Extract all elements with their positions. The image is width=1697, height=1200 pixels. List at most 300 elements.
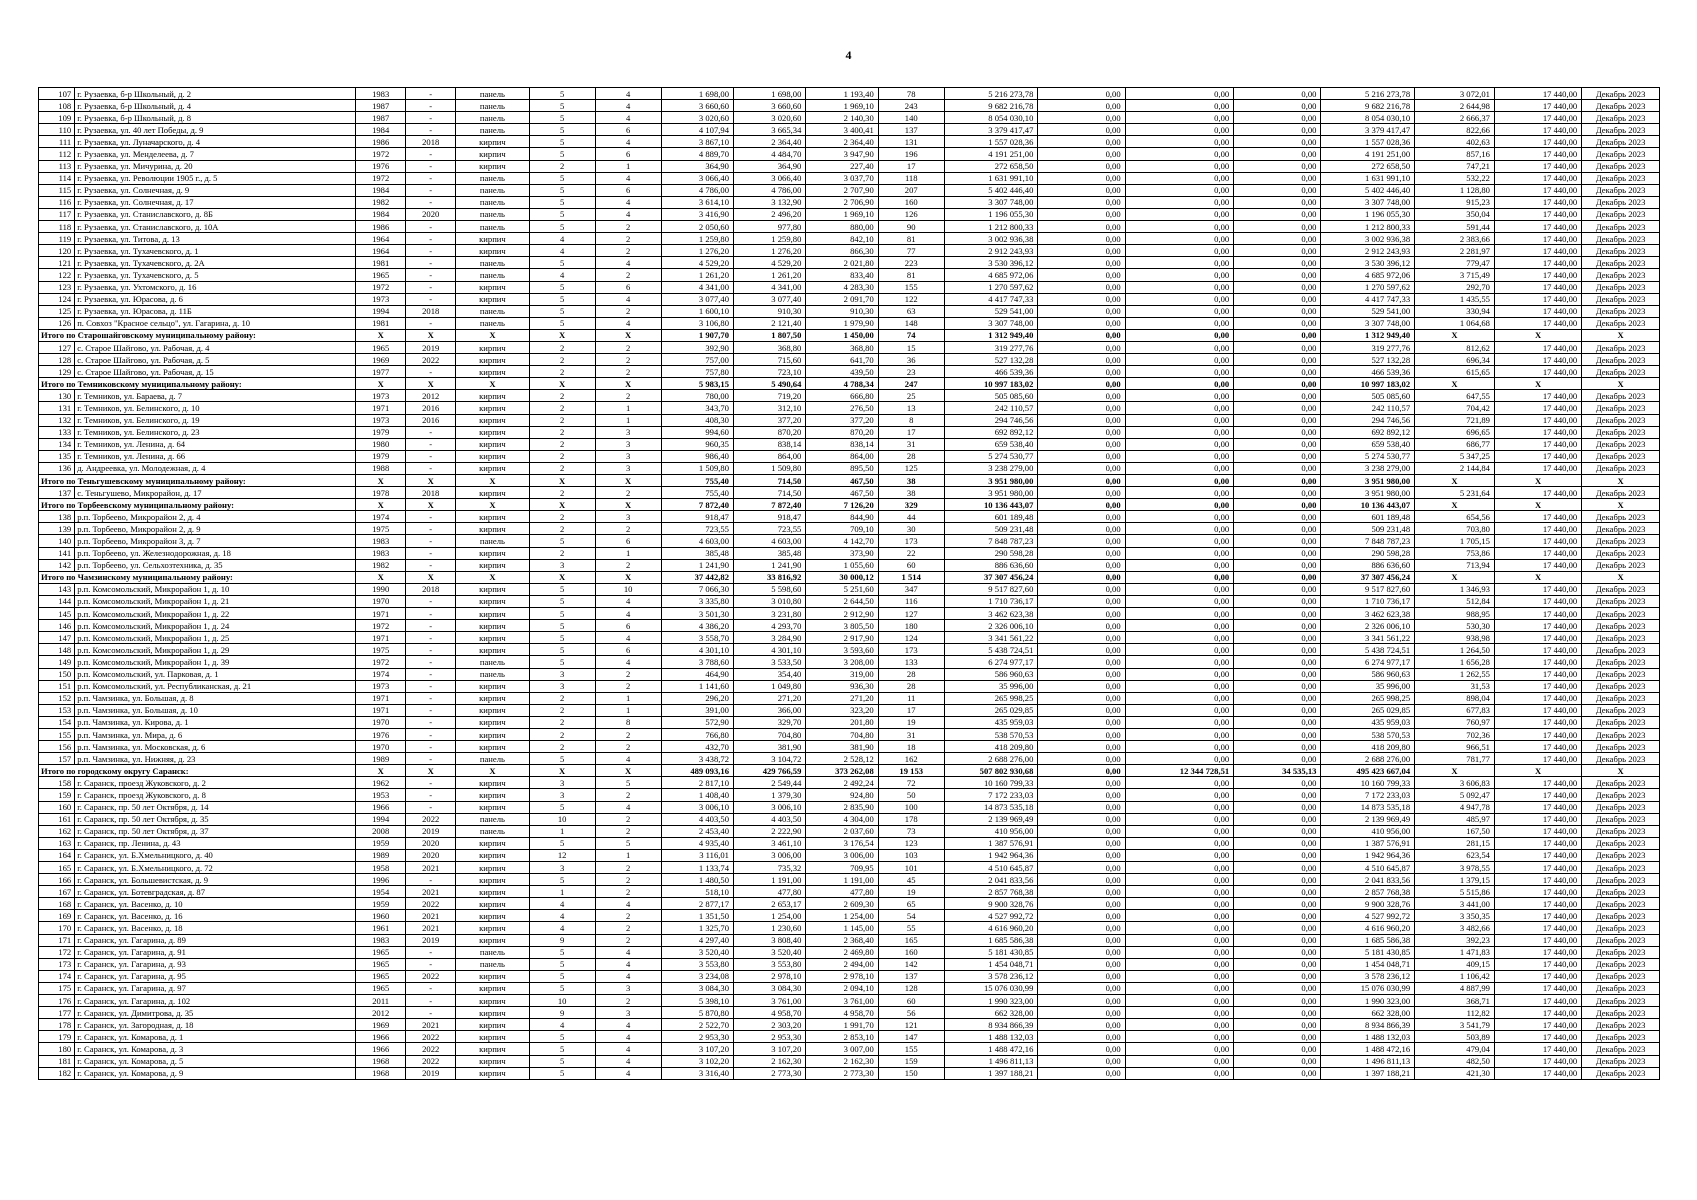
row-number: 174 [39, 970, 75, 982]
table-row [39, 789, 1660, 801]
table-cell: 2 [595, 874, 661, 886]
table-row [39, 196, 1660, 208]
subtotal-cell: X [356, 329, 406, 341]
table-cell: 17 440,00 [1494, 1019, 1581, 1031]
table-row [39, 402, 1660, 414]
table-cell: 0,00 [1125, 595, 1234, 607]
table-cell: 0,00 [1125, 511, 1234, 523]
table-cell: 538 570,53 [1321, 728, 1415, 740]
table-cell: 477,80 [806, 886, 878, 898]
table-row [39, 813, 1660, 825]
table-cell: 0,00 [1125, 124, 1234, 136]
table-cell: Декабрь 2023 [1582, 112, 1660, 124]
table-cell: Декабрь 2023 [1582, 801, 1660, 813]
table-row [39, 366, 1660, 378]
table-cell: 0,00 [1038, 668, 1125, 680]
table-cell: 1 705,15 [1415, 535, 1495, 547]
table-cell: 3 284,90 [733, 632, 805, 644]
table-cell: 0,00 [1234, 1007, 1321, 1019]
row-number: 113 [39, 160, 75, 172]
table-cell: 17 440,00 [1494, 438, 1581, 450]
table-cell: 28 [878, 680, 944, 692]
subtotal-cell: 10 997 183,02 [1321, 378, 1415, 390]
table-cell: 1 230,60 [733, 922, 805, 934]
table-cell: 1 509,80 [733, 462, 805, 474]
table-cell: 4 510 645,87 [944, 862, 1038, 874]
table-cell: 5 [529, 305, 595, 317]
table-cell: 0,00 [1125, 1019, 1234, 1031]
table-cell: панель [456, 269, 529, 281]
table-cell: 392,90 [661, 341, 733, 353]
table-cell: 715,60 [733, 354, 805, 366]
table-cell: 4 [595, 136, 661, 148]
table-cell: Декабрь 2023 [1582, 910, 1660, 922]
table-cell: 8 054 030,10 [1321, 112, 1415, 124]
table-cell: 0,00 [1125, 656, 1234, 668]
address-cell: г. Рузаевка, ул. Станиславского, д. 8Б [75, 208, 356, 220]
table-cell: 3 660,60 [661, 100, 733, 112]
table-cell: 5 [529, 982, 595, 994]
table-cell: 180 [878, 620, 944, 632]
table-cell: 0,00 [1234, 535, 1321, 547]
table-cell: 0,00 [1038, 233, 1125, 245]
address-cell: г. Темников, ул. Ленина, д. 64 [75, 438, 356, 450]
table-cell: 17 440,00 [1494, 124, 1581, 136]
table-cell: 0,00 [1125, 874, 1234, 886]
table-cell: 17 440,00 [1494, 148, 1581, 160]
table-cell: 936,30 [806, 680, 878, 692]
table-cell: 0,00 [1125, 620, 1234, 632]
table-cell: 0,00 [1234, 487, 1321, 499]
table-cell: 3 761,00 [733, 995, 805, 1007]
address-cell: г. Темников, ул. Белинского, д. 23 [75, 426, 356, 438]
table-row [39, 608, 1660, 620]
table-cell: 3 715,49 [1415, 269, 1495, 281]
table-cell: 1986 [356, 221, 406, 233]
table-cell: 5 [529, 583, 595, 595]
table-cell: кирпич [456, 982, 529, 994]
table-cell: 0,00 [1125, 402, 1234, 414]
table-cell: Декабрь 2023 [1582, 184, 1660, 196]
table-cell: - [406, 148, 456, 160]
table-cell: 17 440,00 [1494, 450, 1581, 462]
table-cell: 2 [595, 269, 661, 281]
table-cell: 0,00 [1234, 656, 1321, 668]
table-cell: 1 141,60 [661, 680, 733, 692]
table-cell: Декабрь 2023 [1582, 124, 1660, 136]
table-cell: кирпич [456, 644, 529, 656]
row-number: 117 [39, 208, 75, 220]
table-cell: 662 328,00 [944, 1007, 1038, 1019]
table-cell: 17 440,00 [1494, 583, 1581, 595]
table-cell: Декабрь 2023 [1582, 704, 1660, 716]
table-cell: кирпич [456, 160, 529, 172]
table-cell: 2 [529, 426, 595, 438]
table-cell: 330,94 [1415, 305, 1495, 317]
table-cell: 0,00 [1038, 269, 1125, 281]
table-cell: 1 698,00 [661, 88, 733, 100]
address-cell: р.п. Торбеево, Микрорайон 2, д. 9 [75, 523, 356, 535]
subtotal-cell: 495 423 667,04 [1321, 765, 1415, 777]
table-cell: 17 440,00 [1494, 221, 1581, 233]
table-cell: - [406, 124, 456, 136]
table-cell: 31 [878, 728, 944, 740]
subtotal-cell: X [1415, 378, 1495, 390]
table-cell: Декабрь 2023 [1582, 281, 1660, 293]
row-number: 148 [39, 644, 75, 656]
table-cell: 1 557 028,36 [944, 136, 1038, 148]
subtotal-cell: 489 093,16 [661, 765, 733, 777]
table-cell: Декабрь 2023 [1582, 523, 1660, 535]
table-cell: 8 934 866,39 [1321, 1019, 1415, 1031]
table-cell: 290 598,28 [944, 547, 1038, 559]
table-cell: 17 440,00 [1494, 136, 1581, 148]
table-cell: 1 191,00 [733, 874, 805, 886]
table-cell: 4 [595, 112, 661, 124]
table-cell: 116 [878, 595, 944, 607]
table-cell: кирпич [456, 402, 529, 414]
table-cell: 1 488 132,03 [944, 1031, 1038, 1043]
table-cell: 0,00 [1234, 341, 1321, 353]
table-cell: - [406, 946, 456, 958]
table-cell: 822,66 [1415, 124, 1495, 136]
table-cell: Декабрь 2023 [1582, 753, 1660, 765]
table-cell: 1982 [356, 196, 406, 208]
table-cell: 3 007,00 [806, 1043, 878, 1055]
table-cell: 0,00 [1125, 632, 1234, 644]
table-row [39, 656, 1660, 668]
table-cell: 2 121,40 [733, 317, 805, 329]
table-cell: 0,00 [1234, 450, 1321, 462]
table-cell: 131 [878, 136, 944, 148]
table-cell: 886 636,60 [1321, 559, 1415, 571]
table-cell: Декабрь 2023 [1582, 837, 1660, 849]
subtotal-cell: 0,00 [1125, 499, 1234, 511]
table-cell: 272 658,50 [944, 160, 1038, 172]
table-cell: 0,00 [1038, 982, 1125, 994]
table-cell: 647,55 [1415, 390, 1495, 402]
table-cell: 3 [529, 789, 595, 801]
table-cell: 4 [595, 1055, 661, 1067]
table-cell: Декабрь 2023 [1582, 825, 1660, 837]
table-cell: 696,65 [1415, 426, 1495, 438]
table-cell: 271,20 [806, 692, 878, 704]
subtotal-cell: 507 802 930,68 [944, 765, 1038, 777]
subtotal-cell: X [1415, 571, 1495, 583]
table-cell: 90 [878, 221, 944, 233]
table-cell: 780,00 [661, 390, 733, 402]
subtotal-cell: 0,00 [1038, 329, 1125, 341]
table-row [39, 777, 1660, 789]
page-number: 4 [845, 48, 852, 62]
table-cell: Декабрь 2023 [1582, 716, 1660, 728]
subtotal-cell: 10 136 443,07 [944, 499, 1038, 511]
address-cell: г. Рузаевка, ул. Юрасова, д. 6 [75, 293, 356, 305]
table-cell: Декабрь 2023 [1582, 390, 1660, 402]
table-cell: 319 277,76 [944, 341, 1038, 353]
table-cell: кирпич [456, 620, 529, 632]
subtotal-cell: 0,00 [1038, 499, 1125, 511]
table-cell: 3 947,90 [806, 148, 878, 160]
table-cell: 0,00 [1038, 849, 1125, 861]
table-cell: 0,00 [1234, 100, 1321, 112]
table-row [39, 934, 1660, 946]
subtotal-cell: 0,00 [1125, 571, 1234, 583]
table-cell: 294 746,56 [944, 414, 1038, 426]
row-number: 155 [39, 728, 75, 740]
table-cell: Декабрь 2023 [1582, 692, 1660, 704]
table-cell: 0,00 [1234, 608, 1321, 620]
table-cell: 410 956,00 [944, 825, 1038, 837]
address-cell: г. Саранск, ул. Гагарина, д. 97 [75, 982, 356, 994]
table-row [39, 1055, 1660, 1067]
table-cell: 1969 [356, 1019, 406, 1031]
table-cell: 1 [595, 692, 661, 704]
table-cell: 659 538,40 [944, 438, 1038, 450]
table-cell: 392,23 [1415, 934, 1495, 946]
table-row [39, 233, 1660, 245]
table-cell: - [406, 982, 456, 994]
table-cell: кирпич [456, 632, 529, 644]
table-row [39, 1067, 1660, 1079]
row-number: 163 [39, 837, 75, 849]
table-cell: 1971 [356, 608, 406, 620]
table-cell: кирпич [456, 704, 529, 716]
table-cell: 17 440,00 [1494, 281, 1581, 293]
row-number: 180 [39, 1043, 75, 1055]
table-cell: 0,00 [1038, 354, 1125, 366]
table-cell: 4 [595, 196, 661, 208]
table-cell: 696,34 [1415, 354, 1495, 366]
table-cell: 2022 [406, 1043, 456, 1055]
table-cell: 2019 [406, 934, 456, 946]
table-cell: 17 440,00 [1494, 172, 1581, 184]
table-cell: 124 [878, 632, 944, 644]
table-cell: кирпич [456, 849, 529, 861]
table-cell: кирпич [456, 1031, 529, 1043]
table-cell: 713,94 [1415, 559, 1495, 571]
table-cell: 2 688 276,00 [944, 753, 1038, 765]
table-cell: 0,00 [1125, 366, 1234, 378]
table-cell: кирпич [456, 837, 529, 849]
table-cell: 5 [595, 837, 661, 849]
table-cell: Декабрь 2023 [1582, 426, 1660, 438]
table-cell: 9 [529, 1007, 595, 1019]
table-cell: 5 [529, 801, 595, 813]
table-cell: 2 494,00 [806, 958, 878, 970]
table-cell: 4 527 992,72 [1321, 910, 1415, 922]
table-cell: 10 160 799,33 [1321, 777, 1415, 789]
table-cell: - [406, 438, 456, 450]
table-cell: 1973 [356, 293, 406, 305]
table-cell: 0,00 [1234, 160, 1321, 172]
table-cell: 1988 [356, 462, 406, 474]
table-cell: 3 335,80 [661, 595, 733, 607]
table-cell: 0,00 [1038, 1067, 1125, 1079]
table-cell: 0,00 [1234, 221, 1321, 233]
table-cell: 866,30 [806, 245, 878, 257]
table-cell: 2 [595, 559, 661, 571]
table-cell: 4 685 972,06 [944, 269, 1038, 281]
table-cell: 4 510 645,87 [1321, 862, 1415, 874]
table-cell: 886 636,60 [944, 559, 1038, 571]
table-cell: 6 [595, 281, 661, 293]
table-cell: 2 [595, 886, 661, 898]
table-cell: 1 276,20 [733, 245, 805, 257]
row-number: 127 [39, 341, 75, 353]
table-cell: 112,82 [1415, 1007, 1495, 1019]
table-row [39, 982, 1660, 994]
table-row [39, 462, 1660, 474]
table-cell: 0,00 [1038, 148, 1125, 160]
table-cell: 101 [878, 862, 944, 874]
table-cell: 4 603,00 [733, 535, 805, 547]
table-cell: 5 870,80 [661, 1007, 733, 1019]
table-cell: 3 234,08 [661, 970, 733, 982]
table-cell: 243 [878, 100, 944, 112]
table-cell: 5 [529, 595, 595, 607]
table-cell: панель [456, 535, 529, 547]
subtotal-cell: 7 126,20 [806, 499, 878, 511]
table-cell: 17 440,00 [1494, 982, 1581, 994]
address-cell: г. Рузаевка, б-р Школьный, д. 2 [75, 88, 356, 100]
table-cell: кирпич [456, 777, 529, 789]
table-cell: кирпич [456, 281, 529, 293]
table-cell: 2 912 243,93 [1321, 245, 1415, 257]
row-number: 173 [39, 958, 75, 970]
table-cell: 3 307 748,00 [944, 317, 1038, 329]
table-cell: кирпич [456, 1055, 529, 1067]
table-cell: 17 440,00 [1494, 632, 1581, 644]
table-cell: 0,00 [1125, 559, 1234, 571]
table-cell: 17 440,00 [1494, 559, 1581, 571]
table-cell: 3 [595, 511, 661, 523]
table-row [39, 100, 1660, 112]
table-cell: 4 [529, 922, 595, 934]
address-cell: г. Рузаевка, ул. Менделеева, д. 7 [75, 148, 356, 160]
table-cell: 0,00 [1125, 862, 1234, 874]
row-number: 169 [39, 910, 75, 922]
table-cell: 0,00 [1234, 148, 1321, 160]
table-cell: 766,80 [661, 728, 733, 740]
table-cell: 0,00 [1234, 825, 1321, 837]
row-number: 182 [39, 1067, 75, 1079]
table-cell: - [406, 366, 456, 378]
address-cell: г. Саранск, проезд Жуковского, д. 8 [75, 789, 356, 801]
table-cell: 2 [529, 450, 595, 462]
table-cell: 918,47 [661, 511, 733, 523]
address-cell: г. Саранск, ул. Васенко, д. 10 [75, 898, 356, 910]
address-cell: р.п. Чамзинка, ул. Мира, д. 6 [75, 728, 356, 740]
table-cell: Декабрь 2023 [1582, 620, 1660, 632]
table-cell: - [406, 172, 456, 184]
table-cell: 1 990 323,00 [944, 995, 1038, 1007]
table-cell: 5 [529, 281, 595, 293]
table-cell: - [406, 462, 456, 474]
table-cell: 2 549,44 [733, 777, 805, 789]
table-cell: 368,80 [733, 341, 805, 353]
table-cell: кирпич [456, 583, 529, 595]
table-cell: 1965 [356, 269, 406, 281]
table-cell: 8 [878, 414, 944, 426]
subtotal-cell: 373 262,08 [806, 765, 878, 777]
table-cell: 17 440,00 [1494, 305, 1581, 317]
table-cell: 0,00 [1125, 704, 1234, 716]
table-cell: 343,70 [661, 402, 733, 414]
table-cell: 1964 [356, 233, 406, 245]
table-cell: - [406, 753, 456, 765]
table-cell: 2021 [406, 922, 456, 934]
subtotal-cell: X [356, 765, 406, 777]
table-cell: 17 440,00 [1494, 946, 1581, 958]
table-cell: 0,00 [1234, 704, 1321, 716]
table-cell: 17 440,00 [1494, 849, 1581, 861]
table-cell: 1960 [356, 910, 406, 922]
table-cell: 5 181 430,85 [1321, 946, 1415, 958]
table-cell: 0,00 [1038, 366, 1125, 378]
table-cell: 485,97 [1415, 813, 1495, 825]
table-cell: 0,00 [1038, 245, 1125, 257]
table-cell: 2 139 969,49 [944, 813, 1038, 825]
table-cell: 0,00 [1125, 825, 1234, 837]
address-cell: р.п. Комсомольский, Микрорайон 1, д. 24 [75, 620, 356, 632]
table-cell: 373,90 [806, 547, 878, 559]
table-cell: 5 [529, 970, 595, 982]
table-cell: 2 469,80 [806, 946, 878, 958]
table-cell: 3 558,70 [661, 632, 733, 644]
table-cell: 1 557 028,36 [1321, 136, 1415, 148]
table-cell: 402,63 [1415, 136, 1495, 148]
table-cell: Декабрь 2023 [1582, 922, 1660, 934]
table-cell: 1976 [356, 160, 406, 172]
table-cell: 1 379,15 [1415, 874, 1495, 886]
table-cell: 2022 [406, 354, 456, 366]
table-cell: 17 440,00 [1494, 970, 1581, 982]
table-cell: - [406, 523, 456, 535]
table-row [39, 680, 1660, 692]
table-cell: 5 [529, 317, 595, 329]
subtotal-cell: X [1415, 499, 1495, 511]
table-cell: 0,00 [1125, 741, 1234, 753]
table-cell: 0,00 [1038, 414, 1125, 426]
table-cell: 3 441,00 [1415, 898, 1495, 910]
table-cell: Декабрь 2023 [1582, 88, 1660, 100]
table-cell: 123 [878, 837, 944, 849]
table-cell: 0,00 [1038, 426, 1125, 438]
table-cell: 704,80 [806, 728, 878, 740]
table-cell: 159 [878, 1055, 944, 1067]
table-cell: Декабрь 2023 [1582, 136, 1660, 148]
table-cell: 0,00 [1234, 269, 1321, 281]
table-cell: 0,00 [1038, 620, 1125, 632]
table-cell: 2 [529, 414, 595, 426]
table-cell: 1969 [356, 354, 406, 366]
subtotal-cell: 34 535,13 [1234, 765, 1321, 777]
table-cell: 4 [595, 1067, 661, 1079]
table-cell: 0,00 [1234, 680, 1321, 692]
table-cell: 2 528,12 [806, 753, 878, 765]
row-number: 121 [39, 257, 75, 269]
table-cell: 2 [595, 741, 661, 753]
table-cell: 65 [878, 898, 944, 910]
table-cell: панель [456, 813, 529, 825]
table-cell: 838,14 [806, 438, 878, 450]
table-cell: 17 440,00 [1494, 777, 1581, 789]
table-cell: 0,00 [1234, 849, 1321, 861]
table-cell: 842,10 [806, 233, 878, 245]
table-cell: 0,00 [1038, 390, 1125, 402]
table-cell: 2 522,70 [661, 1019, 733, 1031]
